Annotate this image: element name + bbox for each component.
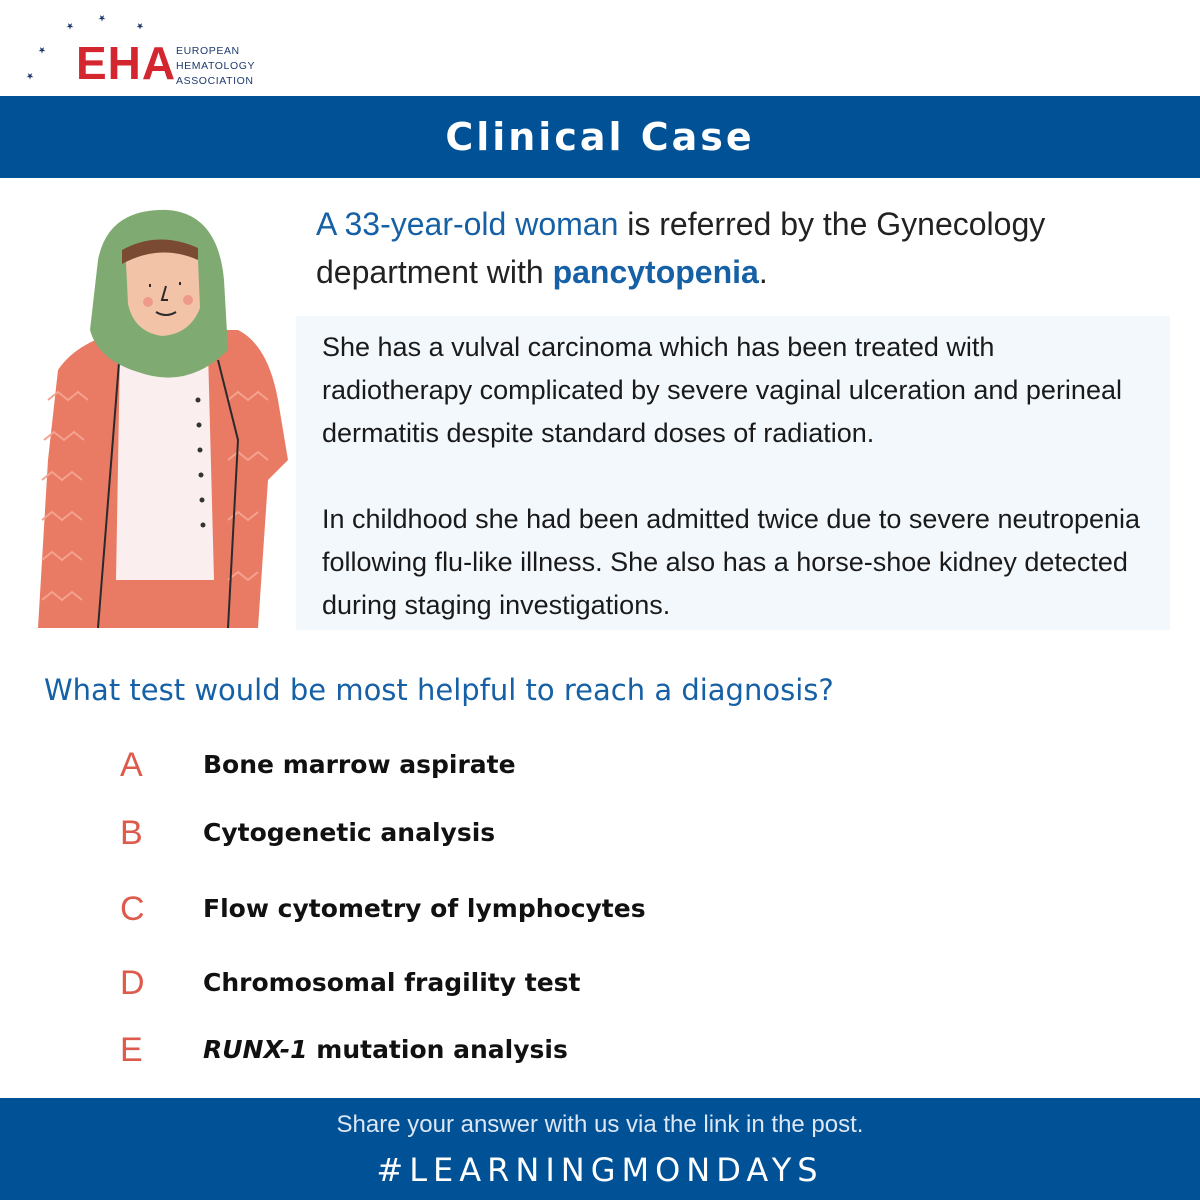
option-letter: E (120, 1031, 143, 1069)
woman-illustration-icon (38, 200, 288, 628)
option-a[interactable] (0, 740, 1200, 790)
hashtag: #LEARNINGMONDAYS (376, 1151, 824, 1189)
intro-finding: pancytopenia (552, 254, 759, 290)
option-d[interactable] (0, 958, 1200, 1008)
gene-name: RUNX-1 (203, 1035, 308, 1064)
option-e[interactable] (0, 1025, 1200, 1075)
intro-text: is referred by the Gynecology department with (316, 206, 1046, 290)
logo-acronym: EHA (76, 37, 177, 89)
option-letter: D (120, 964, 145, 1002)
option-text: Bone marrow aspirate (203, 750, 516, 779)
option-c[interactable] (0, 884, 1200, 934)
option-letter: A (120, 746, 143, 784)
case-details-box (296, 316, 1170, 630)
patient-illustration (38, 200, 288, 628)
logo-line-2: HEMATOLOGY (176, 60, 256, 72)
option-b[interactable] (0, 808, 1200, 858)
option-text: Chromosomal fragility test (203, 968, 581, 997)
case-paragraph-2: In childhood she had been admitted twice due to severe neutropenia following flu-like illness. She also has a horse-shoe kidney detected during staging investigations. (322, 504, 1141, 620)
option-text-rest: mutation analysis (307, 1035, 568, 1064)
option-text: Cytogenetic analysis (203, 818, 496, 847)
patient-description: A 33-year-old woman (316, 206, 619, 242)
logo-line-1: EUROPEAN (176, 45, 240, 57)
logo-line-3: ASSOCIATION (176, 75, 254, 87)
question-text: What test would be most helpful to reach a diagnosis? (44, 673, 834, 707)
intro-end: . (758, 254, 768, 290)
page-title: Clinical Case (445, 115, 755, 159)
option-letter: B (120, 814, 143, 852)
footer-band (0, 1098, 1200, 1200)
case-intro (316, 200, 1176, 296)
option-text (203, 1025, 568, 1075)
option-letter: C (120, 890, 145, 928)
option-text: Flow cytometry of lymphocytes (203, 894, 646, 923)
header-band (0, 96, 1200, 178)
eha-logo (20, 6, 280, 94)
case-paragraph-1: She has a vulval carcinoma which has been treated with radiotherapy complicated by severe vaginal ulceration and perineal dermatitis despite standard doses of radiation. (322, 332, 1122, 448)
footer-cta: Share your answer with us via the link in the post. (336, 1111, 864, 1138)
logo-subtitle (176, 44, 255, 89)
